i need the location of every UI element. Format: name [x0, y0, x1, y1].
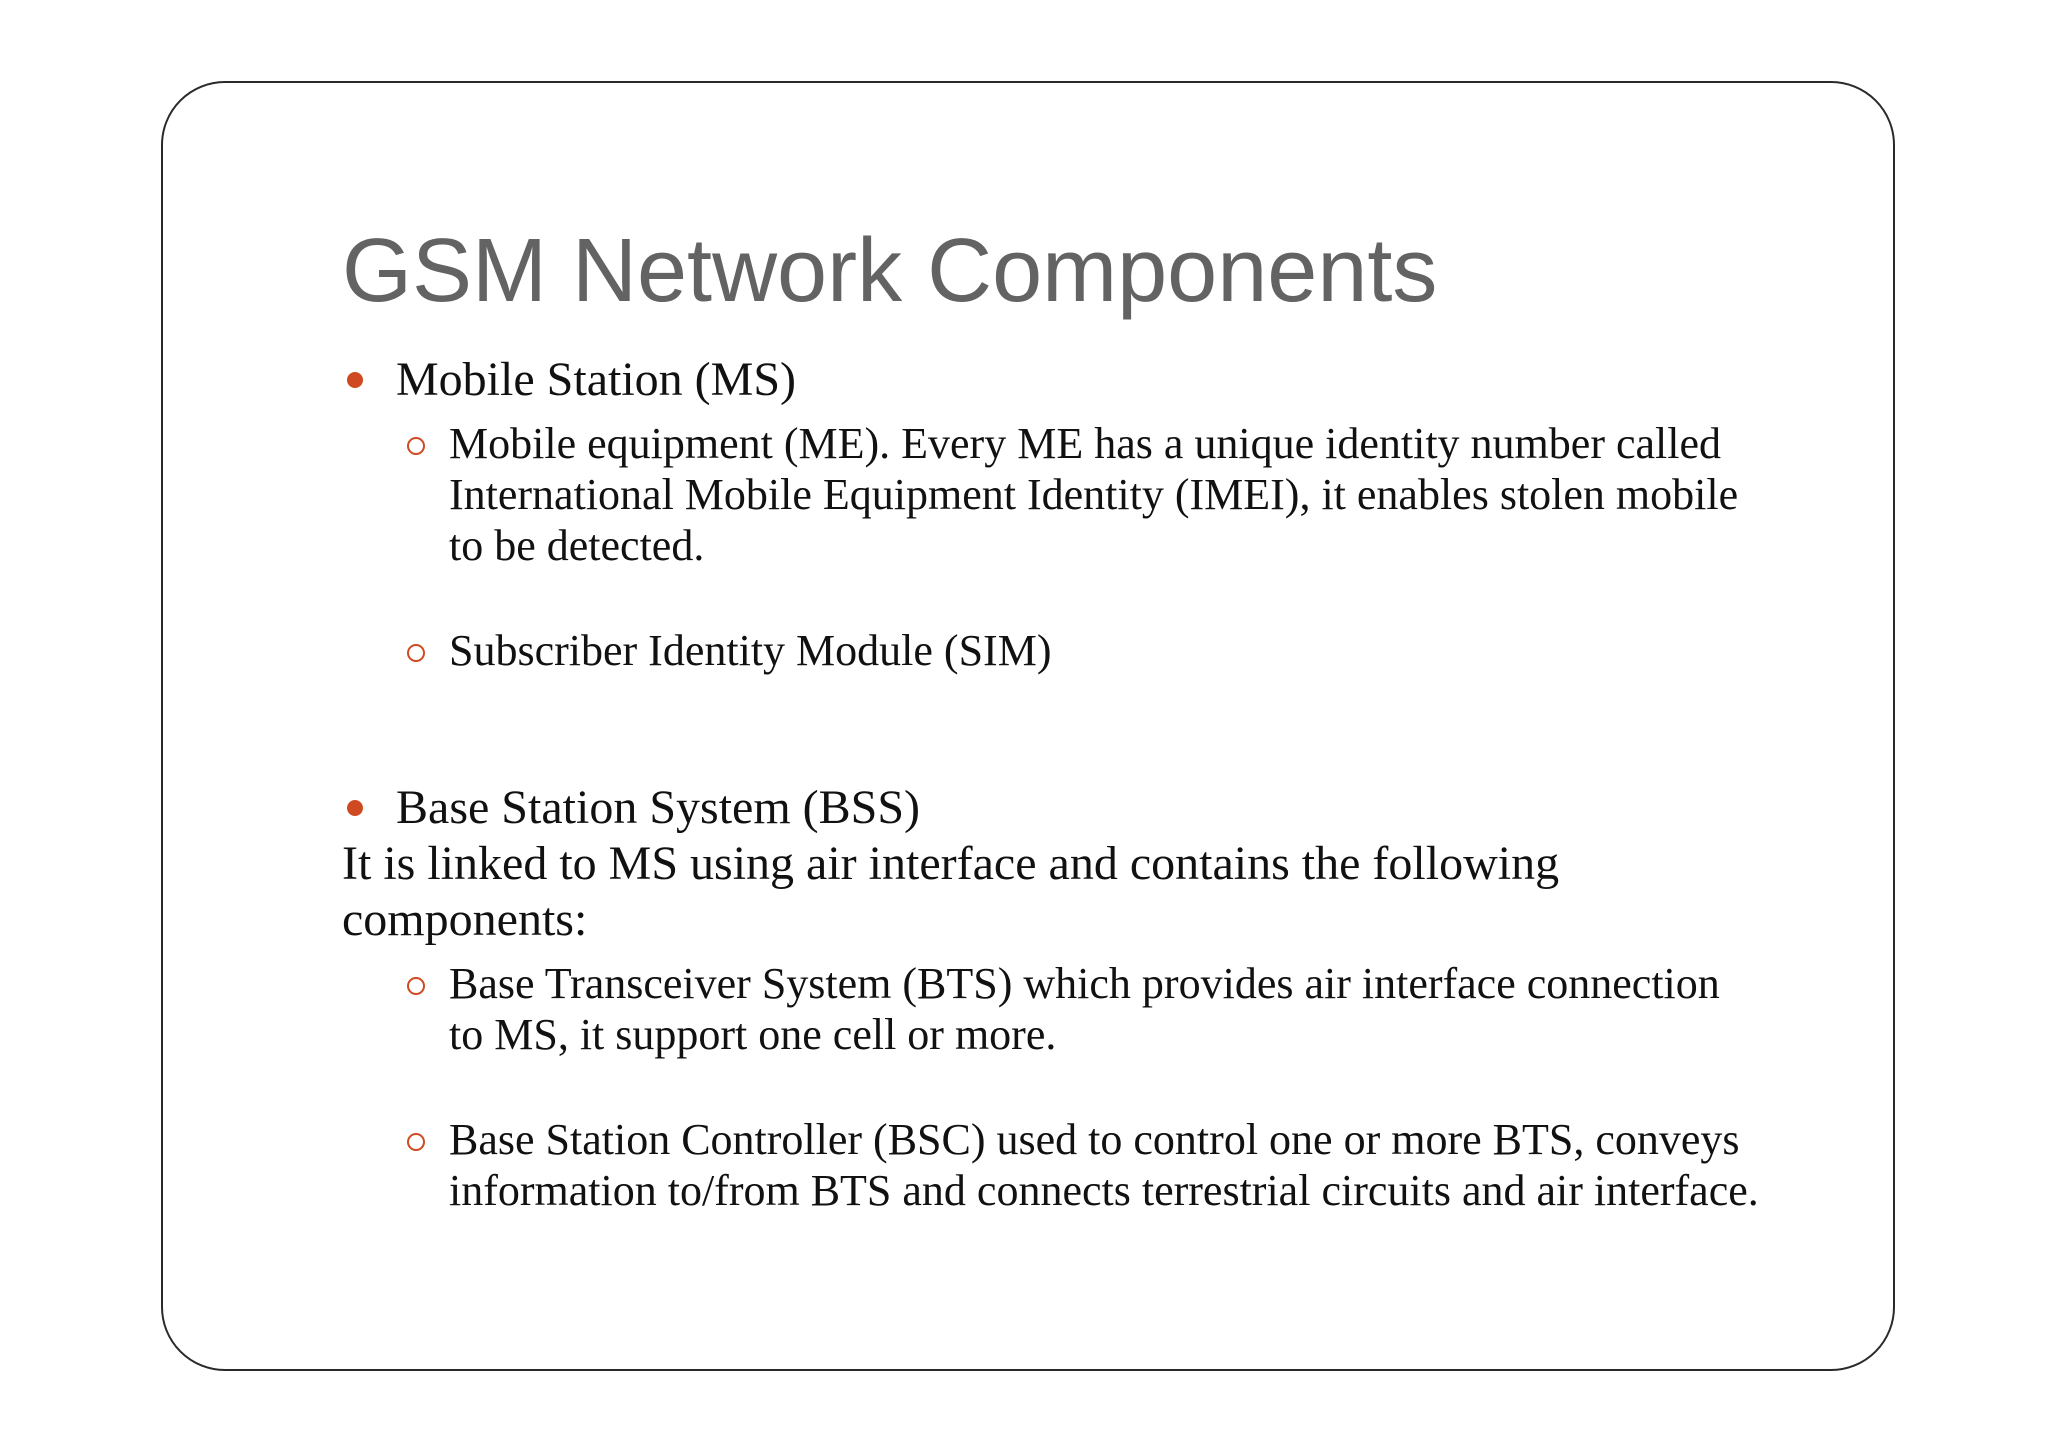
ms-heading: Mobile Station (MS): [396, 353, 797, 406]
ring-bullet-icon: [407, 437, 425, 455]
bullet-dot-icon: [347, 800, 363, 816]
sub-bullet-text: Base Transceiver System (BTS) which provides air interface connection to MS, it support one cell or more.: [449, 959, 1720, 1059]
sub-bullet-text: Subscriber Identity Module (SIM): [449, 626, 1052, 675]
slide-content: [342, 352, 1762, 1260]
bss-heading: Base Station System (BSS): [396, 781, 921, 834]
bullet-dot-icon: [347, 372, 363, 388]
ring-bullet-icon: [407, 977, 425, 995]
slide-title: GSM Network Components: [342, 221, 1438, 321]
sub-bullet-bsc: [449, 1114, 1762, 1216]
sub-bullet-text: Mobile equipment (ME). Every ME has a unique identity number called International Mobile Equipment Identity (IMEI), it enables stolen mobile to be detected.: [449, 419, 1739, 570]
sub-bullet-text: Base Station Controller (BSC) used to control one or more BTS, conveys information to/from BTS and connects terrestrial circuits and air interface.: [449, 1115, 1759, 1215]
sub-bullet-sim: [449, 625, 1762, 676]
sub-bullet-me: [449, 418, 1762, 571]
sub-bullet-bts: [449, 958, 1762, 1060]
ring-bullet-icon: [407, 644, 425, 662]
ring-bullet-icon: [407, 1133, 425, 1151]
bss-intro: It is linked to MS using air interface and contains the following components:: [342, 837, 1560, 946]
bullet-bss: [342, 780, 1762, 836]
bullet-ms: [342, 352, 1762, 408]
